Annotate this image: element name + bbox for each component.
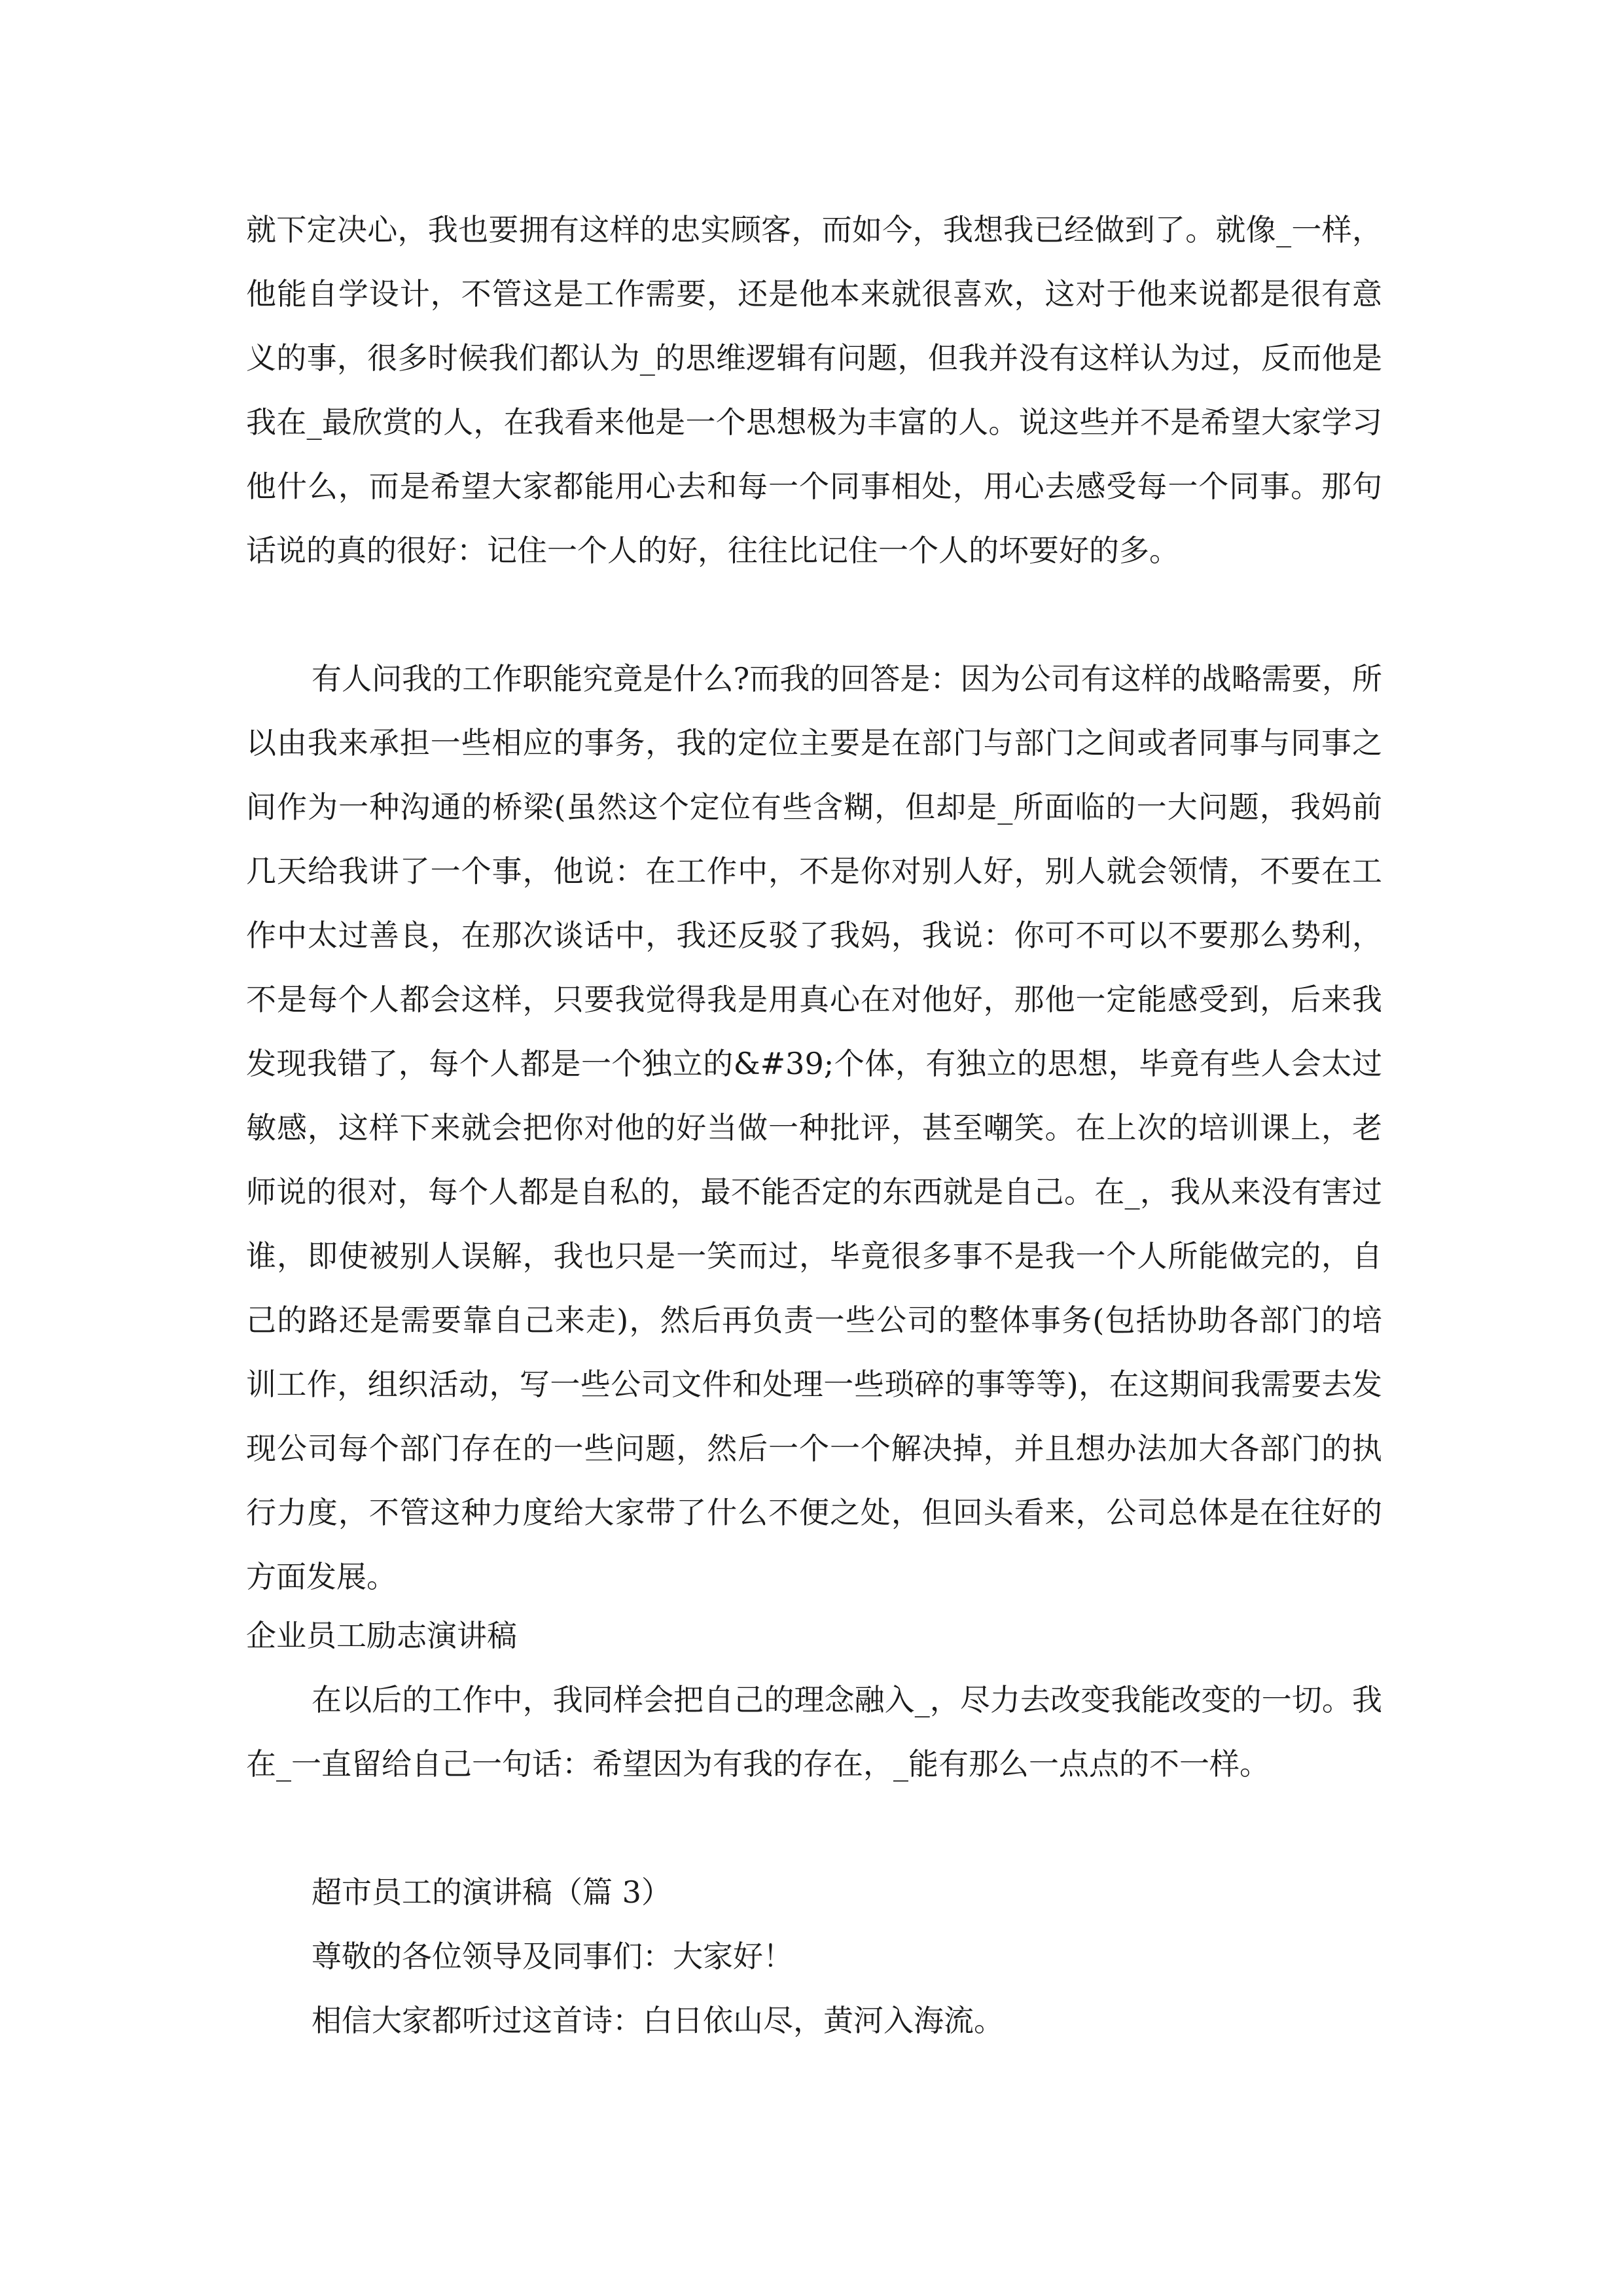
speech-title: 超市员工的演讲稿（篇 3） bbox=[312, 1874, 671, 1910]
section-heading: 企业员工励志演讲稿 bbox=[246, 1618, 517, 1653]
salutation-line: 尊敬的各位领导及同事们：大家好！ bbox=[312, 1939, 793, 1974]
text-line: 相信大家都听过这首诗：白日依山尽，黄河入海流。 bbox=[312, 2003, 1004, 2038]
paragraph: 在以后的工作中，我同样会把自己的理念融入_，尽力去改变我能改变的一切。我在_一直留给自己一句话：希望因为有我的存在，_能有那么一点点的不一样。 bbox=[246, 1682, 1382, 1782]
paragraph: 有人问我的工作职能究竟是什么?而我的回答是：因为公司有这样的战略需要，所以由我来承担一些相应的事务，我的定位主要是在部门与部门之间或者同事与同事之间作为一种沟通的桥梁(虽然这个定位有些含糊，但却是_所面临的一大问题，我妈前几天给我讲了一个事，他说：在工作中，不是你对别人好，别人就会领情，不要在工作中太过善良，在那次谈话中，我还反驳了我妈，我说：你可不可以不要那么势利，不是每个人都会这样，只要我觉得我是用真心在对他好，那他一定能感受到，后来我发现我错了，每个人都是一个独立的&#39;个体，有独立的思想，毕竟有些人会太过敏感，这样下来就会把你对他的好当做一种批评，甚至嘲笑。在上次的培训课上，老师说的很对，每个人都是自私的，最不能否定的东西就是自己。在_，我从来没有害过谁，即使被别人误解，我也只是一笑而过，毕竟很多事不是我一个人所能做完的，自己的路还是需要靠自己来走)，然后再负责一些公司的整体事务(包括协助各部门的培训工作，组织活动，写一些公司文件和处理一些琐碎的事等等)，在这期间我需要去发现公司每个部门存在的一些问题，然后一个一个解决掉，并且想办法加大各部门的执行力度，不管这种力度给大家带了什么不便之处，但回头看来，公司总体是在往好的方面发展。 bbox=[246, 661, 1382, 1594]
paragraph: 就下定决心，我也要拥有这样的忠实顾客，而如今，我想我已经做到了。就像_一样，他能自学设计，不管这是工作需要，还是他本来就很喜欢，这对于他来说都是很有意义的事，很多时候我们都认为_的思维逻辑有问题，但我并没有这样认为过，反而他是我在_最欣赏的人，在我看来他是一个思想极为丰富的人。说这些并不是希望大家学习他什么，而是希望大家都能用心去和每一个同事相处，用心去感受每一个同事。那句话说的真的很好：记住一个人的好，往往比记住一个人的坏要好的多。 bbox=[246, 212, 1382, 568]
